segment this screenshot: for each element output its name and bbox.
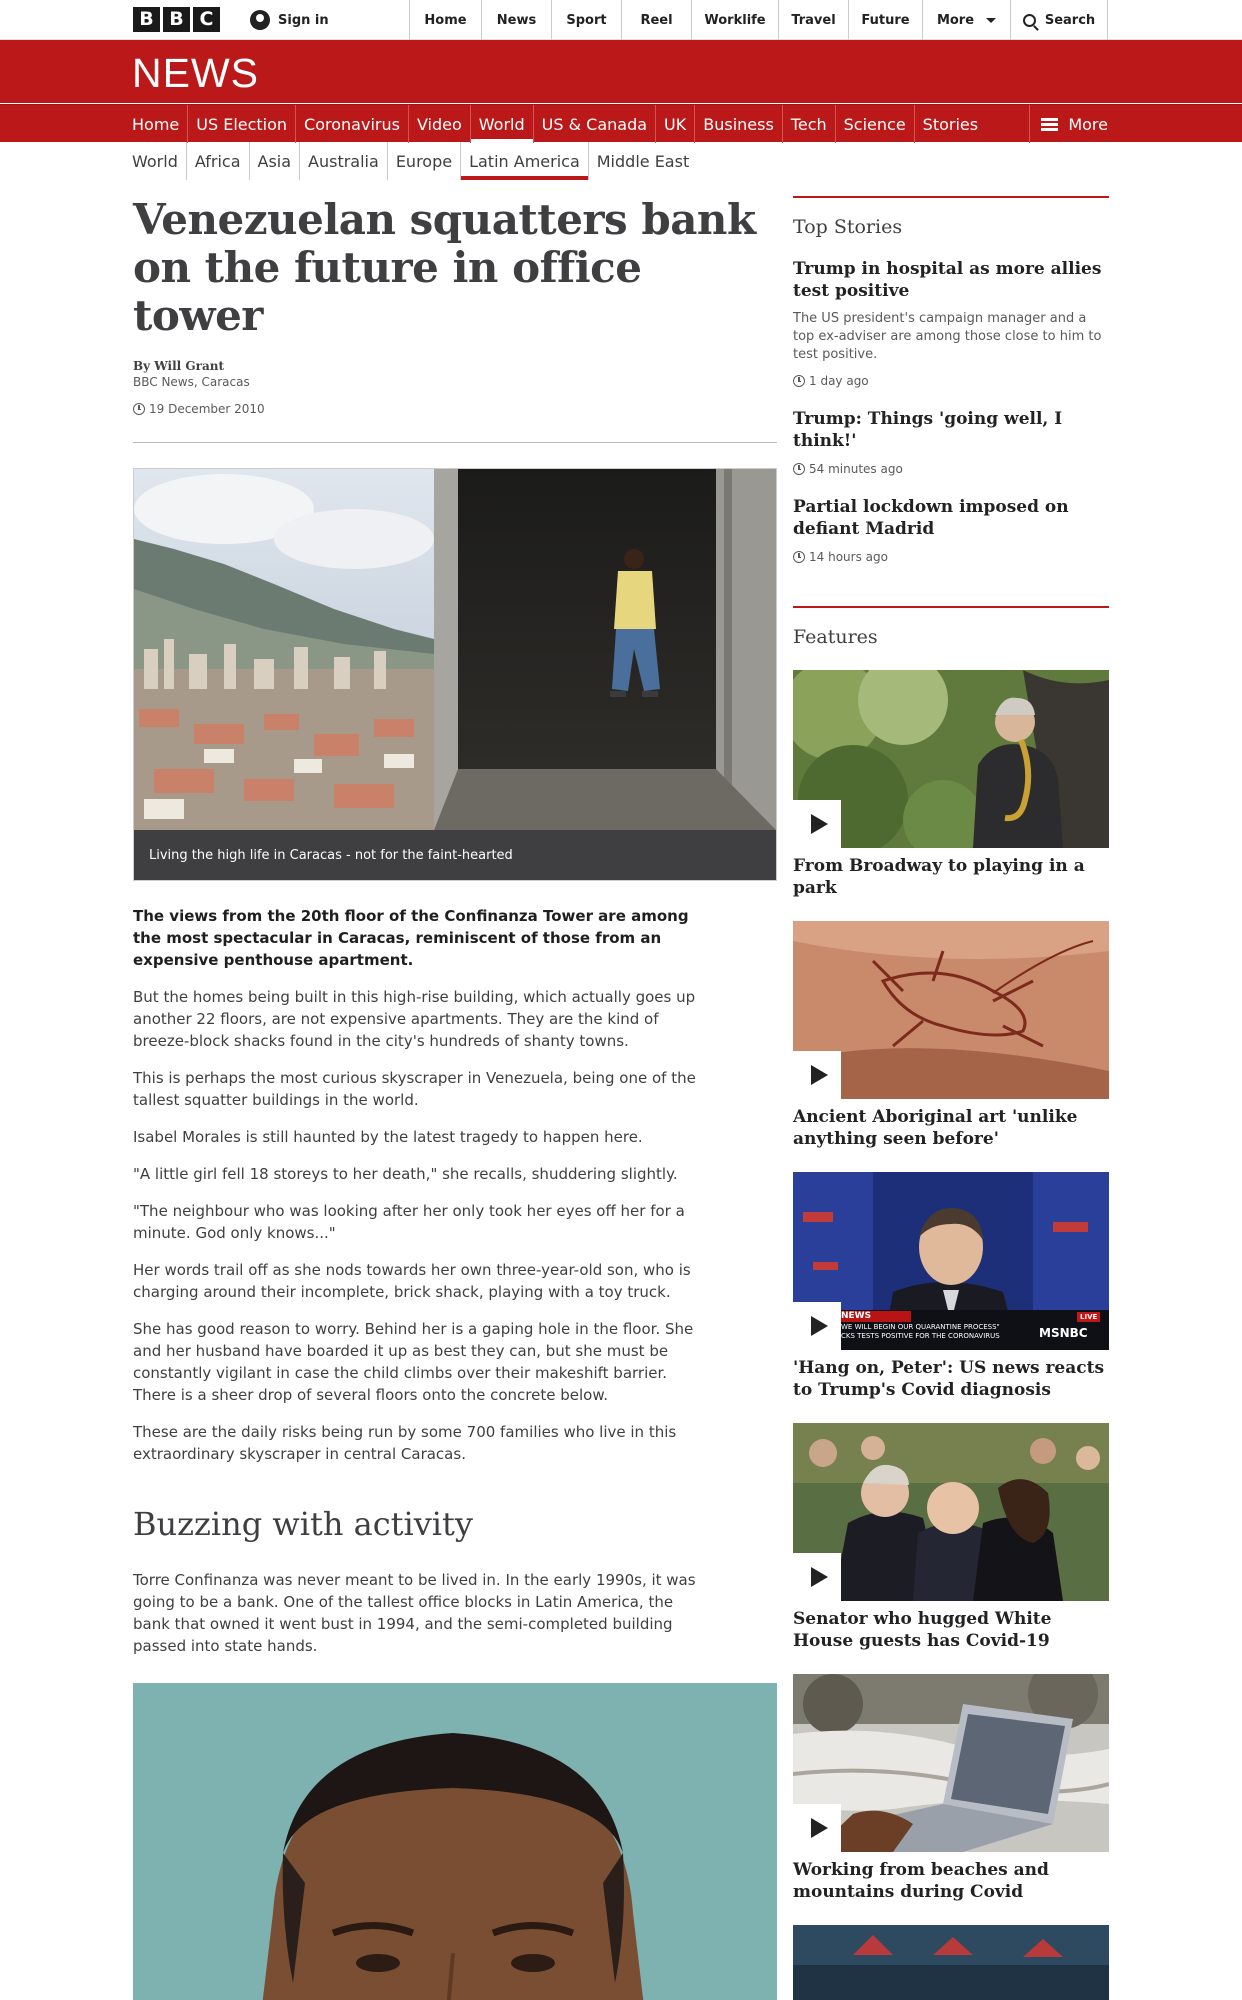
feature-thumbnail[interactable] — [793, 1674, 1109, 1852]
article-intro: The views from the 20th floor of the Confinanza Tower are among the most spectacular in Caracas, reminiscent of those from an expensive penthouse apartment. — [133, 907, 689, 969]
article-paragraph: This is perhaps the most curious skyscraper in Venezuela, being one of the tallest squatter buildings in the world. — [133, 1069, 696, 1109]
article — [133, 196, 777, 2000]
article-headline: Venezuelan squatters bank on the future in office tower — [133, 195, 756, 340]
feature-item[interactable] — [793, 921, 1109, 1150]
features-title: Features — [793, 626, 878, 648]
topnav-search-button[interactable] — [1010, 0, 1108, 40]
play-button[interactable] — [793, 1804, 841, 1852]
clock-icon — [793, 551, 805, 563]
top-story-time — [793, 550, 1109, 564]
bbc-logo[interactable] — [133, 7, 220, 32]
man-portrait-photo — [133, 1683, 777, 2000]
nav-business[interactable]: Business — [694, 105, 782, 143]
sign-in-link[interactable] — [250, 0, 329, 40]
topnav-travel[interactable]: Travel — [778, 0, 848, 40]
lead-figure — [133, 468, 777, 881]
play-icon — [811, 1316, 828, 1336]
bbc-top-bar — [0, 0, 1242, 40]
play-button[interactable] — [793, 1051, 841, 1099]
clock-icon — [793, 463, 805, 475]
feature-item[interactable] — [793, 1172, 1109, 1401]
top-story-time-text: 14 hours ago — [809, 550, 888, 564]
portrait-image — [133, 1683, 777, 2000]
clock-icon — [793, 375, 805, 387]
feature-headline[interactable]: Senator who hugged White House guests has Covid-19 — [793, 1609, 1052, 1651]
article-paragraph: Her words trail off as she nods towards her own three-year-old son, who is charging around their incomplete, brick shack, playing with a toy truck. — [133, 1261, 691, 1301]
top-story-headline[interactable]: Partial lockdown imposed on defiant Madrid — [793, 497, 1069, 539]
feature-headline[interactable]: From Broadway to playing in a park — [793, 856, 1085, 898]
top-story-time-text: 54 minutes ago — [809, 462, 903, 476]
lead-image-caption: Living the high life in Caracas - not for the faint-hearted — [134, 830, 776, 880]
subnav-latin-america[interactable]: Latin America — [460, 142, 588, 180]
feature-headline[interactable]: Working from beaches and mountains during Covid — [793, 1860, 1049, 1902]
article-paragraph: "The neighbour who was looking after her only took her eyes off her for a minute. God only knows..." — [133, 1202, 685, 1242]
article-paragraph: But the homes being built in this high-rise building, which actually goes up another 22 floors, are not expensive apartments. They are the kind of breeze-block shacks found in the city's hundreds of shanty towns. — [133, 988, 696, 1050]
news-banner — [0, 40, 1242, 103]
subnav-africa[interactable]: Africa — [186, 142, 249, 180]
feature-thumbnail[interactable] — [793, 1925, 1109, 2000]
subnav-middle-east[interactable]: Middle East — [588, 142, 697, 180]
feature-thumbnail[interactable] — [793, 1423, 1109, 1601]
bbc-top-nav — [409, 0, 1108, 40]
play-button[interactable] — [793, 1553, 841, 1601]
clock-icon — [133, 403, 145, 415]
menu-icon — [1041, 118, 1058, 131]
topnav-more-button[interactable] — [922, 0, 1010, 40]
top-story-summary: The US president's campaign manager and a top ex-adviser are among those close to him to test positive. — [793, 311, 1102, 362]
top-story-item[interactable] — [793, 258, 1109, 388]
features-rule — [793, 606, 1109, 608]
tv-ticker-line-2: CKS TESTS POSITIVE FOR THE CORONAVIRUS — [841, 1332, 1000, 1340]
top-story-time-text: 1 day ago — [809, 374, 869, 388]
bbc-logo-letter: B — [163, 7, 190, 32]
tv-ticker-line-1: WE WILL BEGIN OUR QUARANTINE PROCESS" — [841, 1323, 1000, 1331]
article-paragraph: Isabel Morales is still haunted by the latest tragedy to happen here. — [133, 1128, 643, 1146]
article-paragraph: These are the daily risks being run by some 700 families who live in this extraordinary skyscraper in central Caracas. — [133, 1423, 677, 1463]
byline-author: By Will Grant — [133, 359, 225, 373]
article-date — [133, 402, 777, 416]
play-button[interactable] — [793, 800, 841, 848]
top-story-item[interactable] — [793, 408, 1109, 476]
sign-in-label: Sign in — [278, 12, 329, 28]
subnav-europe[interactable]: Europe — [387, 142, 460, 180]
chevron-down-icon — [986, 18, 996, 23]
feature-thumbnail[interactable] — [793, 670, 1109, 848]
nav-science[interactable]: Science — [835, 105, 914, 143]
nav-stories[interactable]: Stories — [914, 105, 986, 143]
play-icon — [811, 1818, 828, 1838]
bbc-logo-letter: B — [133, 7, 160, 32]
news-logo[interactable]: NEWS — [132, 50, 259, 96]
play-icon — [811, 814, 828, 834]
divider — [133, 442, 777, 443]
world-sub-nav — [132, 142, 697, 180]
nav-home[interactable]: Home — [132, 114, 180, 134]
topnav-news[interactable]: News — [481, 0, 551, 40]
top-story-time — [793, 374, 1109, 388]
search-icon — [1023, 14, 1036, 27]
article-paragraph: Torre Confinanza was never meant to be lived in. In the early 1990s, it was going to be a bank. One of the tallest office blocks in Latin America, the bank that owned it went bust in 1994, and the semi-completed building passed into state hands. — [133, 1571, 696, 1655]
article-paragraph: She has good reason to worry. Behind her is a gaping hole in the floor. She and her husband have boarded it up as best they can, but she must be constantly vigilant in case the child climbs over their makeshift barrier. There is a sheer drop of several floors onto the concrete below. — [133, 1320, 694, 1404]
topnav-reel[interactable]: Reel — [621, 0, 691, 40]
subnav-world[interactable]: World — [132, 151, 178, 171]
topnav-more-label: More — [936, 12, 975, 28]
lead-image — [134, 469, 776, 830]
nav-us-canada[interactable]: US & Canada — [533, 105, 655, 143]
feature-item[interactable] — [793, 1674, 1109, 1903]
user-icon — [250, 10, 270, 30]
nav-world[interactable]: World — [470, 105, 533, 143]
feature-item[interactable] — [793, 670, 1109, 899]
sidebar — [793, 196, 1109, 2000]
bbc-logo-letter: C — [193, 7, 220, 32]
nav-tech[interactable]: Tech — [782, 105, 835, 143]
article-date-text: 19 December 2010 — [149, 402, 265, 416]
top-story-headline[interactable]: Trump: Things 'going well, I think!' — [793, 409, 1063, 451]
play-icon — [811, 1567, 828, 1587]
caracas-tower-photo — [134, 469, 776, 830]
top-stories-title: Top Stories — [793, 216, 903, 238]
play-button[interactable] — [793, 1302, 841, 1350]
nav-us-election[interactable]: US Election — [187, 105, 295, 143]
top-story-headline[interactable]: Trump in hospital as more allies test positive — [793, 259, 1102, 301]
feature-item[interactable] — [793, 1423, 1109, 1652]
feature-thumbnail[interactable] — [793, 921, 1109, 1099]
topnav-future[interactable]: Future — [848, 0, 922, 40]
nav-video[interactable]: Video — [408, 105, 470, 143]
topnav-sport[interactable]: Sport — [551, 0, 621, 40]
subnav-australia[interactable]: Australia — [299, 142, 387, 180]
ship-photo — [793, 1925, 1109, 2000]
article-subheading: Buzzing with activity — [133, 1505, 473, 1543]
tv-news-tag: NEWS — [841, 1311, 872, 1321]
nav-coronavirus[interactable]: Coronavirus — [295, 105, 408, 143]
topnav-worklife[interactable]: Worklife — [691, 0, 778, 40]
feature-item[interactable] — [793, 1925, 1109, 2000]
topnav-home[interactable]: Home — [409, 0, 481, 40]
nav-more-label: More — [1068, 114, 1108, 134]
feature-headline[interactable]: 'Hang on, Peter': US news reacts to Trump's Covid diagnosis — [793, 1358, 1105, 1400]
tv-network-logo: MSNBC — [1039, 1326, 1088, 1340]
feature-headline[interactable]: Ancient Aboriginal art 'unlike anything seen before' — [793, 1107, 1078, 1149]
nav-uk[interactable]: UK — [655, 105, 694, 143]
search-label: Search — [1044, 12, 1096, 28]
nav-more-button[interactable] — [1029, 105, 1108, 143]
feature-thumbnail[interactable] — [793, 1172, 1109, 1350]
features-section — [793, 606, 1109, 2000]
subnav-asia[interactable]: Asia — [249, 142, 300, 180]
tv-live-badge: LIVE — [1077, 1312, 1100, 1322]
top-stories-rule — [793, 196, 1109, 198]
top-story-time — [793, 462, 1109, 476]
play-icon — [811, 1065, 828, 1085]
byline-location: BBC News, Caracas — [133, 375, 250, 389]
news-main-nav — [0, 104, 1242, 142]
article-paragraph: "A little girl fell 18 storeys to her death," she recalls, shuddering slightly. — [133, 1165, 678, 1183]
byline — [133, 358, 777, 390]
top-story-item[interactable] — [793, 496, 1109, 564]
